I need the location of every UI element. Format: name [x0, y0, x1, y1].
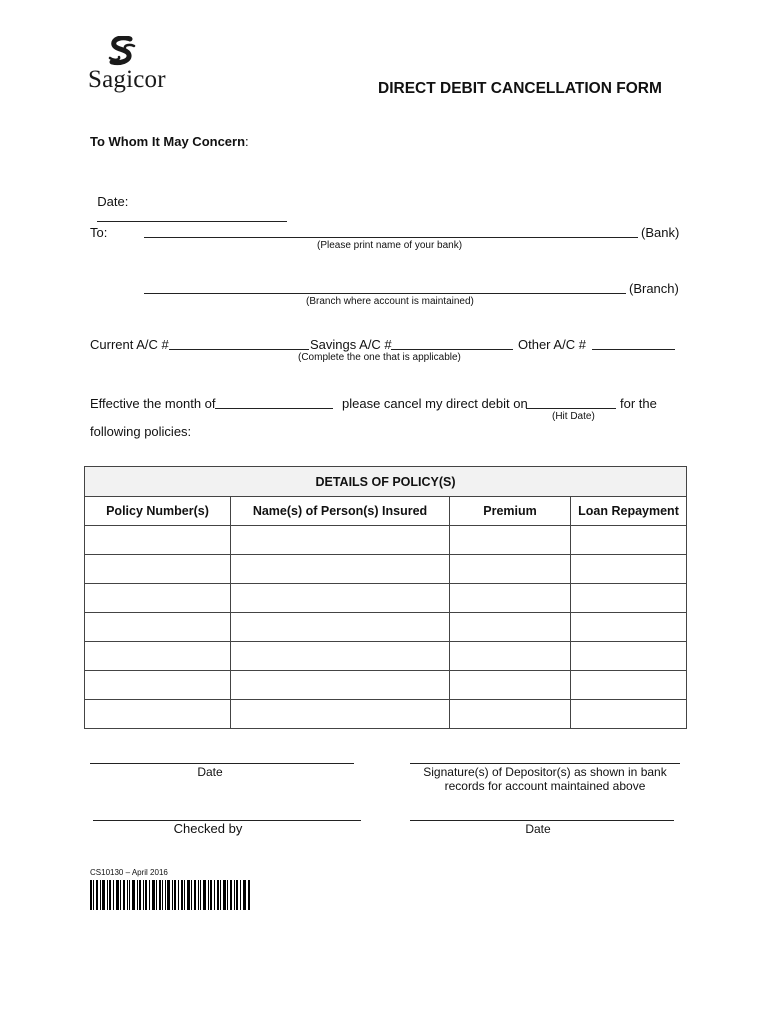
insured-name-cell[interactable]	[231, 642, 450, 671]
loan-repayment-cell[interactable]	[571, 613, 687, 642]
table-title: DETAILS OF POLICY(S)	[85, 467, 687, 497]
table-row	[85, 642, 687, 671]
savings-ac-field[interactable]	[391, 337, 513, 350]
account-hint: (Complete the one that is applicable)	[298, 352, 461, 363]
insured-name-cell[interactable]	[231, 671, 450, 700]
bank-field[interactable]	[144, 225, 638, 238]
column-header-loan-repayment: Loan Repayment	[571, 497, 687, 526]
policy-number-cell[interactable]	[85, 584, 231, 613]
depositor-signature-line[interactable]	[410, 763, 680, 764]
column-header-insured-name: Name(s) of Person(s) Insured	[231, 497, 450, 526]
current-ac-label: Current A/C #	[90, 337, 169, 352]
loan-repayment-cell[interactable]	[571, 642, 687, 671]
table-row	[85, 584, 687, 613]
premium-cell[interactable]	[450, 613, 571, 642]
salutation-colon: :	[245, 134, 249, 149]
date-label: Date:	[97, 194, 129, 209]
for-the-label: for the	[620, 396, 657, 411]
loan-repayment-cell[interactable]	[571, 526, 687, 555]
bank-suffix: (Bank)	[641, 225, 680, 240]
policy-number-cell[interactable]	[85, 671, 231, 700]
hit-date-field[interactable]	[526, 396, 616, 409]
premium-cell[interactable]	[450, 584, 571, 613]
insured-name-cell[interactable]	[231, 700, 450, 729]
branch-field[interactable]	[144, 281, 626, 294]
insured-name-cell[interactable]	[231, 584, 450, 613]
premium-cell[interactable]	[450, 700, 571, 729]
insured-name-cell[interactable]	[231, 555, 450, 584]
loan-repayment-cell[interactable]	[571, 671, 687, 700]
other-ac-label: Other A/C #	[518, 337, 586, 352]
table-row	[85, 555, 687, 584]
date-caption-right: Date	[525, 822, 551, 836]
hit-date-hint: (Hit Date)	[552, 411, 595, 422]
policy-number-cell[interactable]	[85, 642, 231, 671]
brand-name: Sagicor	[88, 66, 166, 93]
policy-number-cell[interactable]	[85, 555, 231, 584]
form-code: CS10130 – April 2016	[90, 868, 168, 877]
form-title: DIRECT DEBIT CANCELLATION FORM	[378, 80, 662, 97]
insured-name-cell[interactable]	[231, 526, 450, 555]
barcode-icon	[90, 880, 250, 910]
table-row	[85, 613, 687, 642]
table-row	[85, 526, 687, 555]
bank-hint: (Please print name of your bank)	[317, 240, 463, 251]
date-row	[90, 179, 287, 225]
salutation-text: To Whom It May Concern	[90, 134, 246, 149]
depositor-signature-caption: Signature(s) of Depositor(s) as shown in bank records for account maintained above	[423, 765, 667, 793]
date-signature-line-right[interactable]	[410, 820, 674, 821]
premium-cell[interactable]	[450, 642, 571, 671]
policy-number-cell[interactable]	[85, 613, 231, 642]
column-header-policy-number: Policy Number(s)	[85, 497, 231, 526]
premium-cell[interactable]	[450, 526, 571, 555]
branch-suffix: (Branch)	[629, 281, 679, 296]
salutation	[90, 134, 249, 149]
loan-repayment-cell[interactable]	[571, 700, 687, 729]
table-row	[85, 671, 687, 700]
premium-cell[interactable]	[450, 671, 571, 700]
policy-table	[84, 466, 687, 729]
loan-repayment-cell[interactable]	[571, 584, 687, 613]
branch-hint: (Branch where account is maintained)	[306, 296, 474, 307]
policy-number-cell[interactable]	[85, 700, 231, 729]
other-ac-field[interactable]	[592, 337, 675, 350]
cancel-label: please cancel my direct debit on	[342, 396, 528, 411]
current-ac-field[interactable]	[169, 337, 309, 350]
to-label: To:	[90, 225, 108, 240]
checked-by-caption: Checked by	[173, 821, 243, 836]
table-row	[85, 700, 687, 729]
premium-cell[interactable]	[450, 555, 571, 584]
sagicor-logo-icon	[104, 36, 140, 70]
effective-month-field[interactable]	[215, 396, 333, 409]
savings-ac-label: Savings A/C #	[310, 337, 392, 352]
policy-number-cell[interactable]	[85, 526, 231, 555]
insured-name-cell[interactable]	[231, 613, 450, 642]
date-signature-line-left[interactable]	[90, 763, 354, 764]
effective-label: Effective the month of	[90, 396, 216, 411]
column-header-premium: Premium	[450, 497, 571, 526]
date-caption-left: Date	[197, 765, 223, 779]
date-field[interactable]	[97, 209, 287, 222]
following-label: following policies:	[90, 424, 192, 439]
loan-repayment-cell[interactable]	[571, 555, 687, 584]
